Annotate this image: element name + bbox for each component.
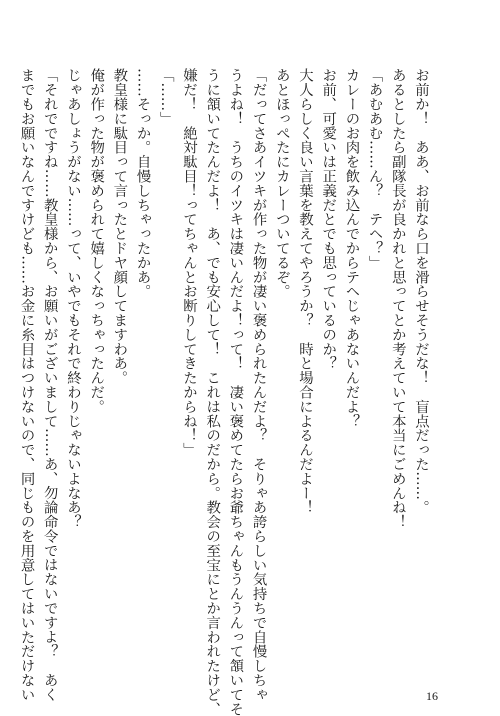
text-line: までもお願いなんですけども……お金に糸目はつけないので、同じものを用意してはいただけない xyxy=(18,68,35,702)
text-line: ……そっか。自慢しちゃったかあ。 xyxy=(134,68,151,299)
text-line: 「だってさあイツキが作った物が凄い褒められたんだよ？ そりゃあ誇らしい気持ちで自慢しちゃ xyxy=(250,68,267,702)
page-number: 16 xyxy=(426,689,438,703)
text-line: じゃあしょうがない……って、いやでもそれで終わりじゃないよなあ？ xyxy=(64,68,81,529)
text-line: うよね！ うちのイツキは凄いんだよ！って！ 凄い褒めてたらお爺ちゃんもうんうんって頷いてそ xyxy=(227,68,244,716)
text-line: お前、可愛いは正義だとでも思っているのか？ xyxy=(320,68,337,371)
text-line: あとほっぺたにカレーついてるぞ。 xyxy=(273,68,290,299)
text-line: 「あむあむ……ん？ テヘ？」 xyxy=(366,68,383,270)
text-line: 「……」 xyxy=(157,68,174,126)
text-line: 嫌だ！ 絶対駄目！ってちゃんとお断りしてきたからね！」 xyxy=(180,68,197,457)
text-line: 教皇様に駄目って言ったとドヤ顔してますわあ。 xyxy=(111,68,128,385)
text-line: あるとしたら副隊長が良かれと思ってとか考えていて本当にごめんね！ xyxy=(389,68,406,529)
text-line: お前か！ ああ、お前なら口を滑らせそうだな！ 盲点だった……。 xyxy=(413,68,429,515)
text-line: 「それでですね……教皇様から、お願いがございまして……あ、勿論命令ではないですよ？ あく xyxy=(41,68,58,702)
text-line: 大人らしく良い言葉を教えてやろうか？ 時と場合によるんだよー！ xyxy=(296,68,313,515)
text-line: うに頷いてたんだよ！ あ、でも安心して！ これは私のだから。教会の至宝にとか言われたけど、 xyxy=(204,68,221,716)
text-line: 俺が作った物が褒められて嬉しくなっちゃったんだ。 xyxy=(88,68,105,414)
text-line: カレーのお肉を飲み込んでからテヘじゃあないんだよ？ xyxy=(343,68,360,428)
